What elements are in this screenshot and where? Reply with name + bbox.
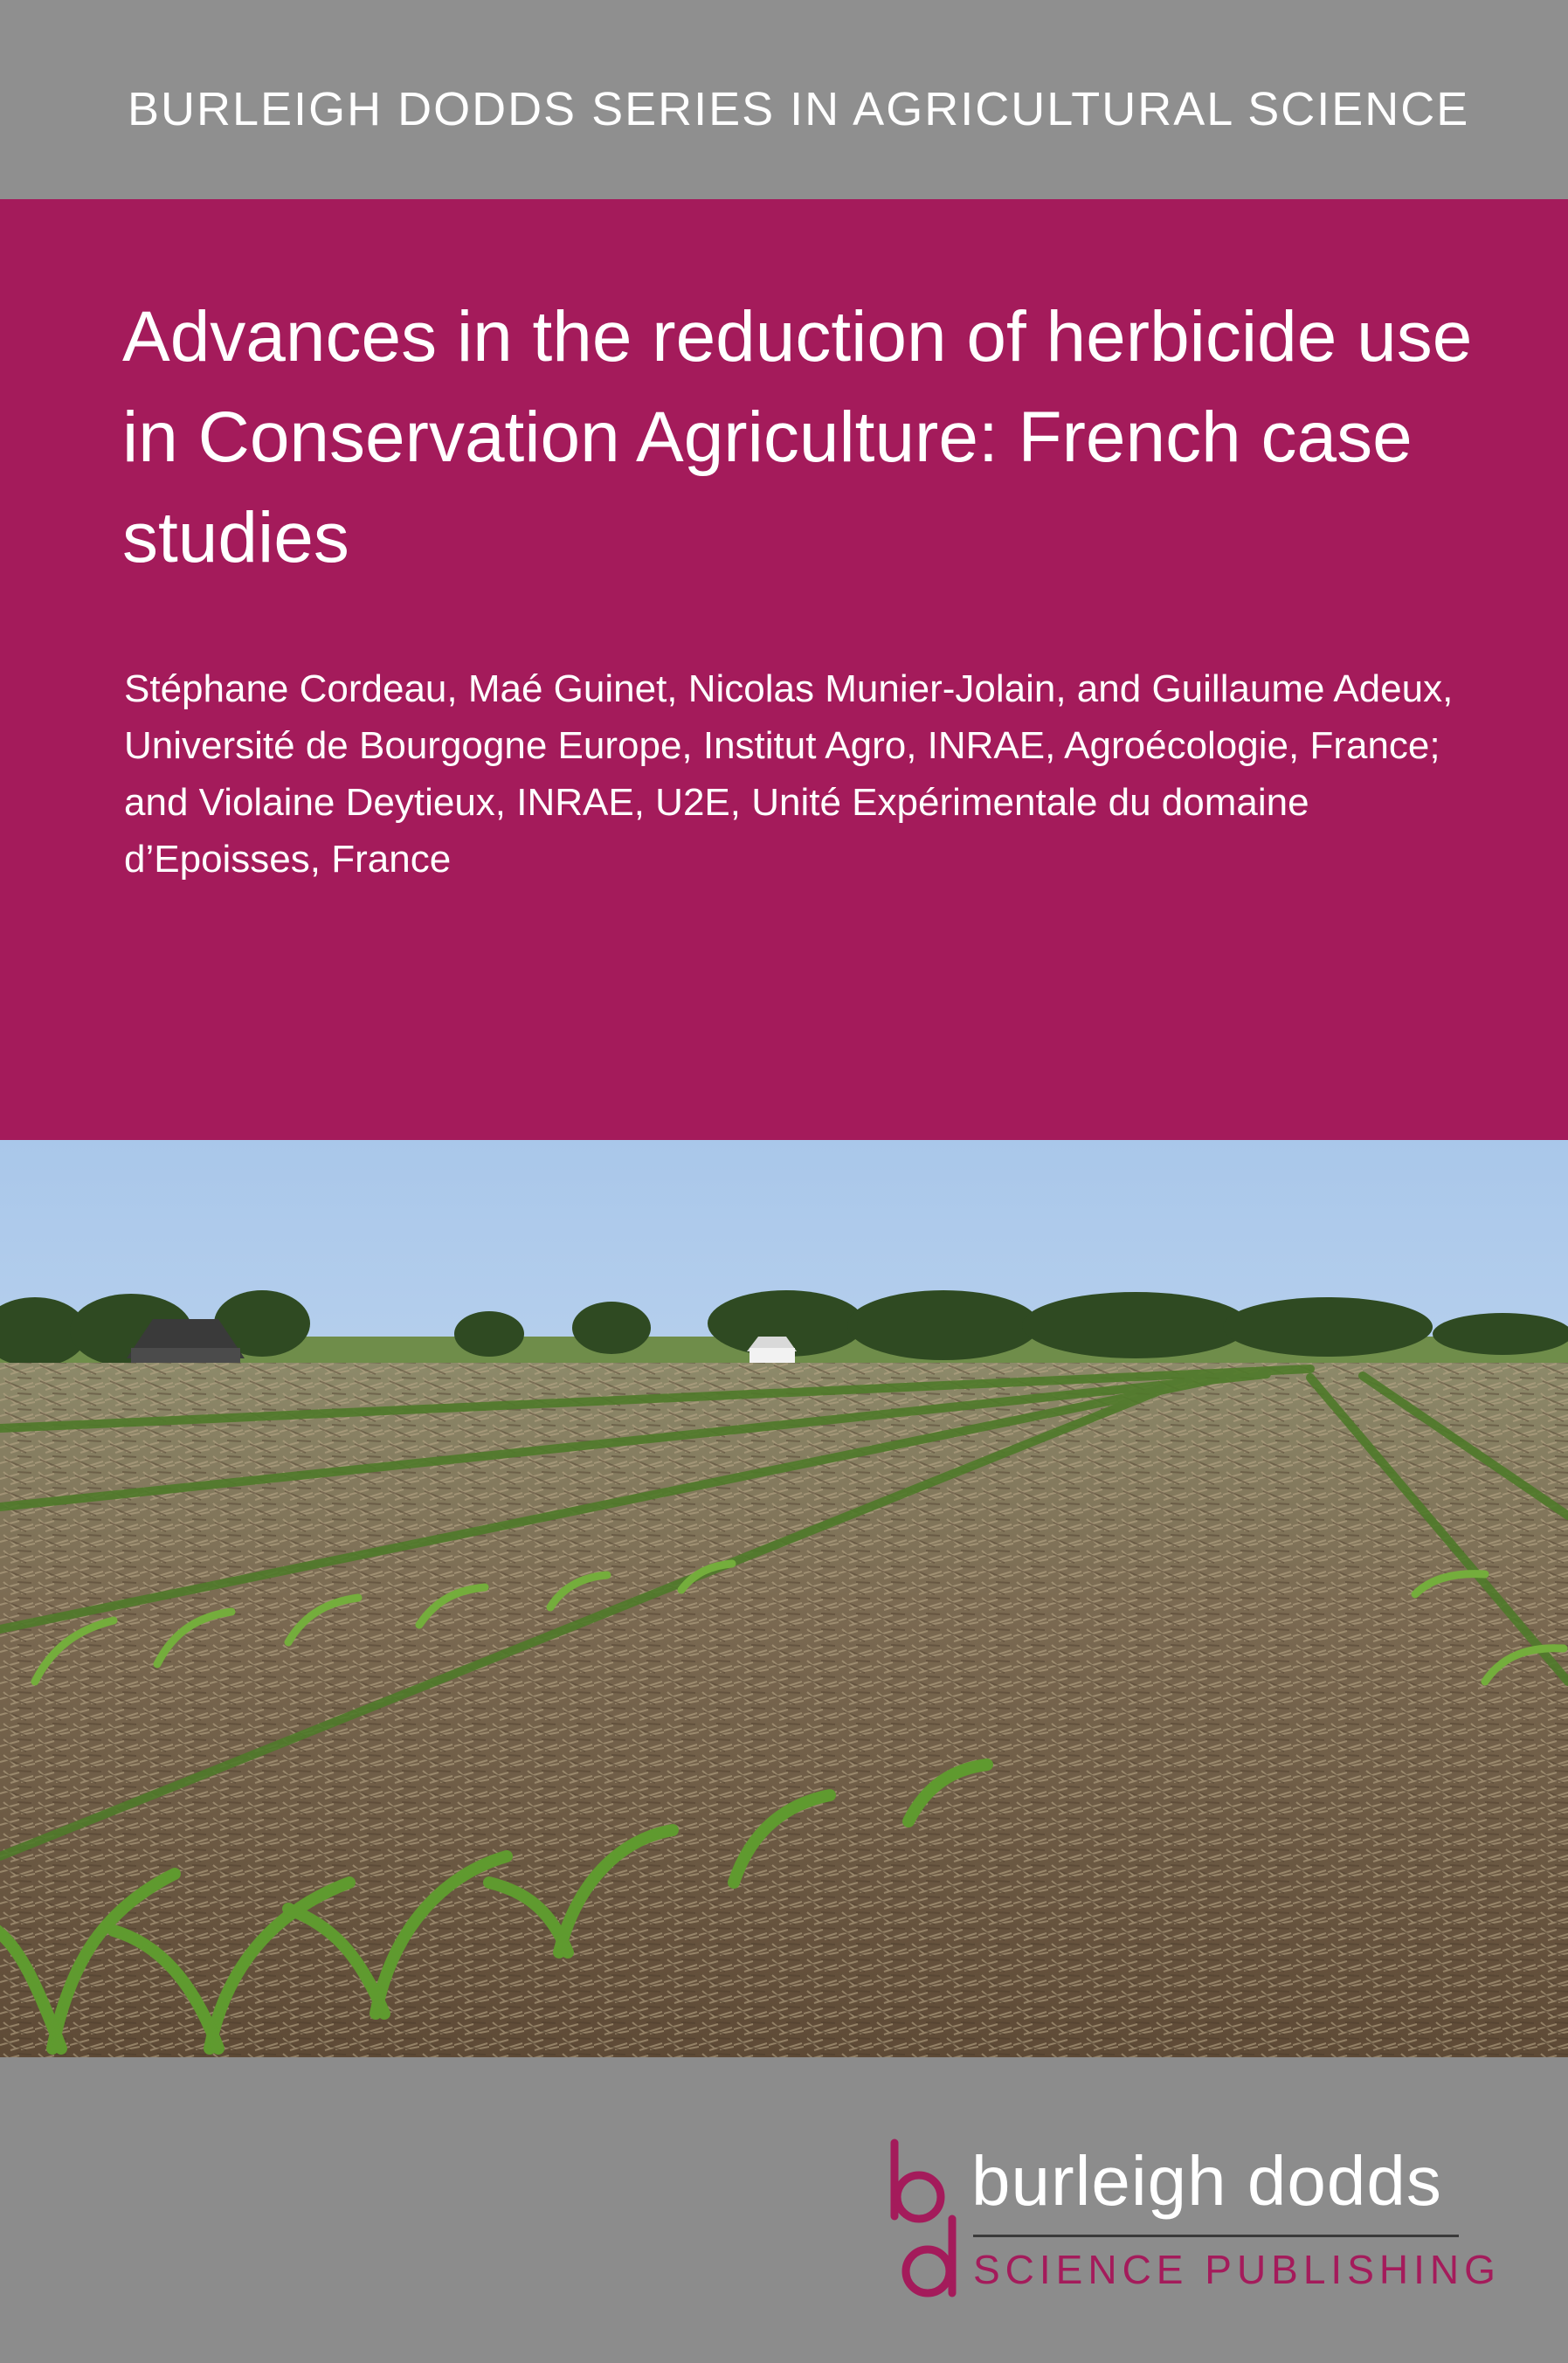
logo-divider [973, 2235, 1459, 2237]
bd-logo-mark-icon [882, 2136, 965, 2302]
series-title: BURLEIGH DODDS SERIES IN AGRICULTURAL SCIENCE [128, 83, 1470, 135]
field-photo-illustration [0, 1140, 1568, 2057]
series-header-band [0, 0, 1568, 199]
book-title: Advances in the reduction of herbicide use in Conservation Agriculture: French case studies [122, 297, 1473, 577]
publisher-subtitle: SCIENCE PUBLISHING [973, 2247, 1501, 2292]
title-panel [0, 199, 1568, 1140]
book-authors: Stéphane Cordeau, Maé Guinet, Nicolas Munier-Jolain, and Guillaume Adeux, Université de Bourgogne Europe, Institut Agro, INRAE, Agroécologie, France; and Violaine Deytieux, INRAE, U2E, Unité Expérimentale du domaine d’Epoisses, France [124, 667, 1454, 881]
publisher-logo [882, 2136, 1501, 2302]
cover-photo [0, 1140, 1568, 2057]
publisher-band [0, 2057, 1568, 2363]
publisher-name: burleigh dodds [971, 2142, 1442, 2220]
